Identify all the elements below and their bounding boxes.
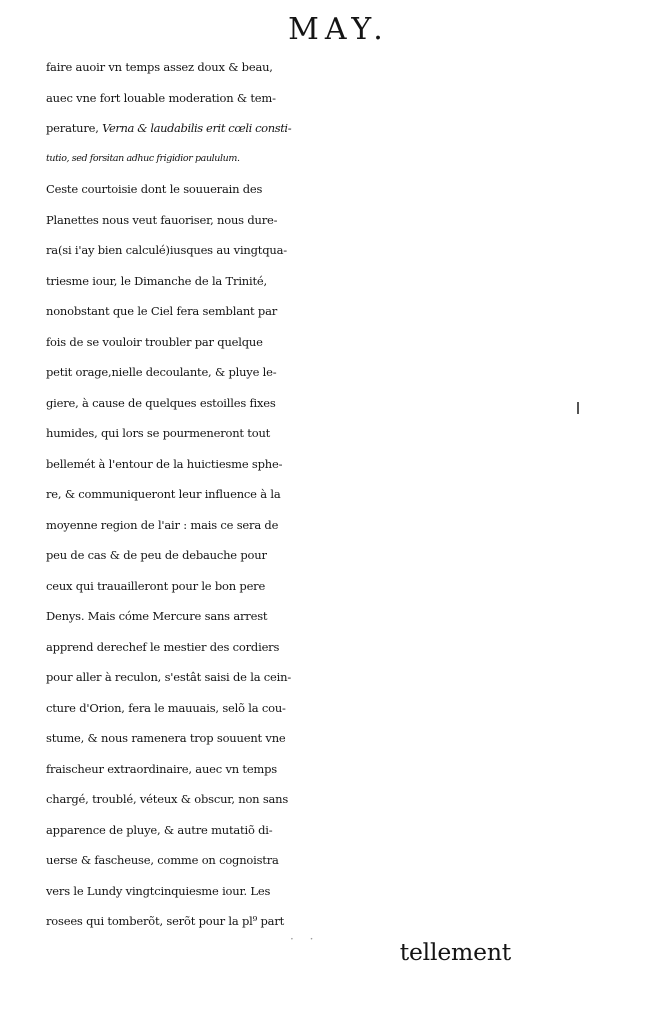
text-line: humides, qui lors se pourmeneront tout (46, 426, 271, 440)
text-line: peu de cas & de peu de debauche pour (46, 548, 267, 562)
text-line: ra(si i'ay bien calculé)iusques au vingtqua- (46, 243, 287, 257)
text-line: Denys. Mais cóme Mercure sans arrest (46, 609, 268, 623)
text-line-roman: perature, (46, 121, 103, 135)
body-text (46, 52, 526, 967)
catchword: tellement (399, 937, 511, 966)
text-line: apparence de pluye, & autre mutatiõ di- (46, 822, 273, 837)
text-line: cture d'Orion, fera le mauuais, selõ la cou- (46, 700, 286, 715)
text-line: Ceste courtoisie dont le souuerain des (46, 182, 263, 196)
text-line: moyenne region de l'air : mais ce sera de (46, 517, 279, 532)
text-line: stume, & nous ramenera trop souuent vne (46, 731, 286, 745)
text-line: vers le Lundy vingtcinquiesme iour. Les (46, 883, 271, 898)
text-line: triesme iour, le Dimanche de la Trinité, (46, 273, 267, 288)
text-line: fois de se vouloir troubler par quelque (46, 334, 263, 349)
latin-quote-line: tutio, sed forsitan adhuc frigidior paululum. (46, 152, 240, 164)
text-line: apprend derechef le mestier des cordiers (46, 639, 280, 654)
text-line: ceux qui trauailleront pour le bon pere (46, 578, 266, 593)
text-line: uerse & fascheuse, comme on cognoistra (46, 853, 279, 867)
text-line: auec vne fort louable moderation & tem- (46, 90, 276, 105)
text-line: rosees qui tomberõt, serõt pour la pl⁹ part (46, 914, 285, 928)
text-line: nonobstant que le Ciel fera semblant par (46, 304, 278, 318)
margin-mark (577, 402, 579, 414)
text-line: faire auoir vn temps assez doux & beau, (46, 60, 273, 74)
text-line: giere, à cause de quelques estoilles fixes (46, 395, 276, 410)
text-line: Planettes nous veut fauoriser, nous dure- (46, 212, 278, 227)
text-line: fraischeur extraordinaire, auec vn temps (46, 761, 278, 776)
running-head: MAY. (288, 12, 389, 47)
text-line: petit orage,nielle decoulante, & pluye le- (46, 365, 277, 379)
latin-quote: Verna & laudabilis erit cœli consti- (102, 121, 292, 135)
text-line: bellemét à l'entour de la huictiesme sphe- (46, 456, 283, 471)
text-line: re, & communiqueront leur influence à la (46, 487, 281, 501)
ink-smudge: · · (290, 932, 320, 946)
text-line: pour aller à reculon, s'estât saisi de la cein- (46, 670, 292, 684)
text-line: chargé, troublé, véteux & obscur, non sans (46, 792, 289, 806)
text-line (46, 113, 526, 144)
